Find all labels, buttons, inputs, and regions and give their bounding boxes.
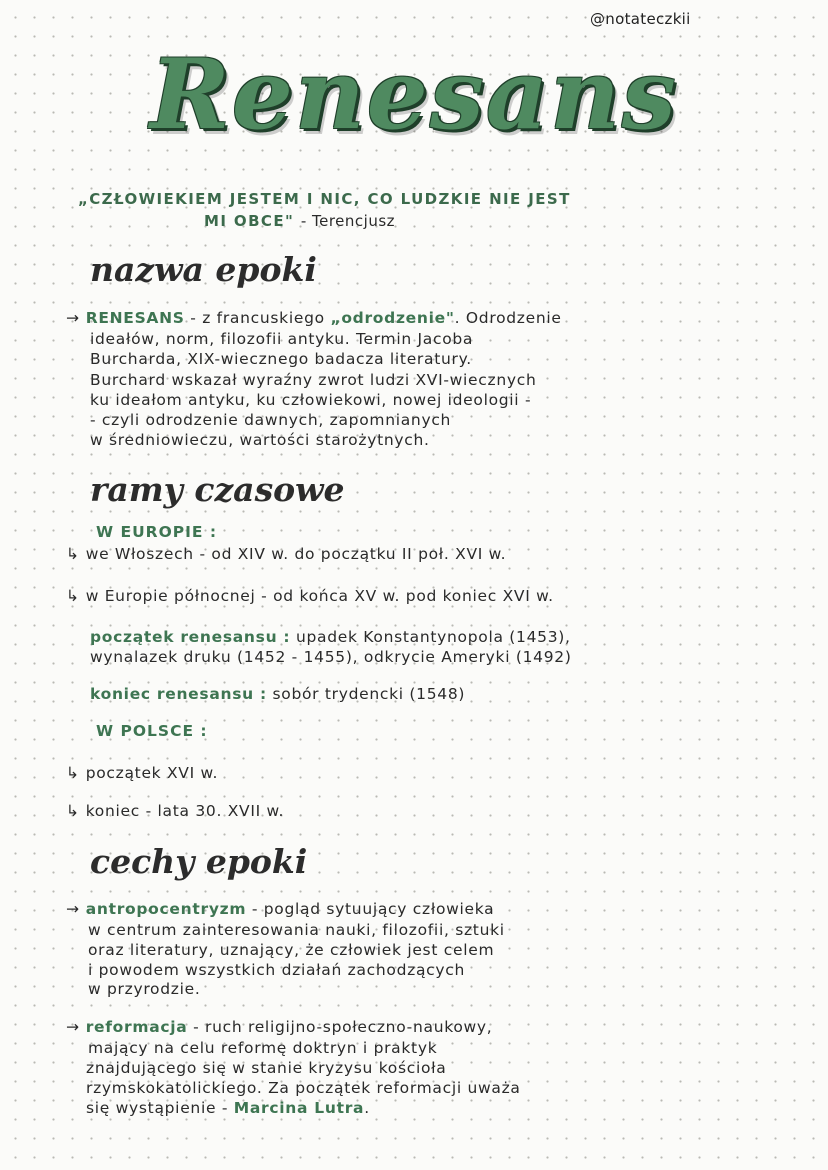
bullet-arrow-icon: ↳ xyxy=(66,802,80,820)
start-renaissance-line-2: wynalazek druku (1452 - 1455), odkrycie Ameryki (1492) xyxy=(90,648,572,666)
ref-line: rzymskokatolickiego. Za początek reformacji uważa xyxy=(86,1079,521,1097)
end-text: sobór trydencki (1548) xyxy=(266,685,466,703)
arrow-icon: → xyxy=(66,900,80,918)
europe-north-text: w Europie północnej - od końca XV w. pod koniec XVI w. xyxy=(85,587,554,605)
ref-last-line xyxy=(86,1099,370,1117)
quote-line-2-text: MI OBCE" xyxy=(204,212,295,230)
antro-line: i powodem wszystkich działań zachodzących xyxy=(88,961,465,979)
keyword-renesans: RENESANS xyxy=(85,309,185,327)
nazwa-rest: . Odrodzenie xyxy=(454,309,562,327)
quote-line-2 xyxy=(204,212,395,230)
ref-end: . xyxy=(364,1099,370,1117)
poland-start xyxy=(66,764,218,782)
bullet-arrow-icon: ↳ xyxy=(66,764,80,782)
start-label: początek renesansu : xyxy=(90,628,291,646)
antro-line: w przyrodzie. xyxy=(88,980,201,998)
keyword-antropocentryzm: antropocentryzm xyxy=(85,900,247,918)
poland-start-text: początek XVI w. xyxy=(85,764,219,782)
poland-end-text: koniec - lata 30. XVII w. xyxy=(85,802,285,820)
ref-line: znajdującego się w stanie kryzysu kościoła xyxy=(86,1059,447,1077)
antro-line: w centrum zainteresowania nauki, filozofii, sztuki xyxy=(88,921,505,939)
heading-cechy-epoki: cechy epoki xyxy=(90,842,308,881)
page-title: Renesans xyxy=(150,38,678,151)
keyword-odrodzenie: „odrodzenie" xyxy=(330,309,455,327)
end-label: koniec renesansu : xyxy=(90,685,267,703)
antro-first-line xyxy=(66,900,494,918)
author-handle: @notateczkii xyxy=(590,10,691,28)
antro-line: oraz literatury, uznający, że człowiek jest celem xyxy=(88,941,495,959)
nazwa-intro: - z francuskiego xyxy=(184,309,331,327)
start-renaissance-line-1 xyxy=(90,628,571,646)
europe-italy-text: we Włoszech - od XIV w. do początku II poł. XVI w. xyxy=(85,545,507,563)
arrow-icon: → xyxy=(66,1018,80,1036)
end-renaissance-line xyxy=(90,685,465,703)
europe-label: W EUROPIE : xyxy=(96,523,218,541)
bullet-arrow-icon: ↳ xyxy=(66,545,80,563)
bullet-arrow-icon: ↳ xyxy=(66,587,80,605)
arrow-icon: → xyxy=(66,309,80,327)
heading-ramy-czasowe: ramy czasowe xyxy=(90,470,345,509)
name-marcin-luter: Marcina Lutra xyxy=(233,1099,365,1117)
poland-label: W POLSCE : xyxy=(96,722,208,740)
nazwa-line: ku ideałom antyku, ku człowiekowi, nowej ideologii - xyxy=(90,391,532,409)
poland-end xyxy=(66,802,284,820)
nazwa-first-line xyxy=(66,309,562,327)
heading-nazwa-epoki: nazwa epoki xyxy=(90,250,317,289)
start-text-1: upadek Konstantynopola (1453), xyxy=(290,628,571,646)
ref-line: mający na celu reformę doktryn i praktyk xyxy=(88,1039,438,1057)
nazwa-line: Burchard wskazał wyraźny zwrot ludzi XVI-wiecznych xyxy=(90,371,537,389)
europe-italy xyxy=(66,545,506,563)
keyword-reformacja: reformacja xyxy=(85,1018,188,1036)
nazwa-line: Burcharda, XIX-wiecznego badacza literatury. xyxy=(90,350,472,368)
ref-first-line xyxy=(66,1018,492,1036)
antro-first-text: - pogląd sytuujący człowieka xyxy=(246,900,495,918)
quote-line-1: „CZŁOWIEKIEM JESTEM I NIC, CO LUDZKIE NIE JEST xyxy=(78,190,571,208)
nazwa-line: - czyli odrodzenie dawnych, zapomnianych xyxy=(90,411,452,429)
nazwa-line: w średniowieczu, wartości starożytnych. xyxy=(90,431,430,449)
nazwa-line: ideałów, norm, filozofii antyku. Termin Jacoba xyxy=(90,330,474,348)
quote-author: - Terencjusz xyxy=(300,212,396,230)
ref-first-text: - ruch religijno-społeczno-naukowy, xyxy=(187,1018,493,1036)
ref-last-text: się wystąpienie - xyxy=(86,1099,234,1117)
europe-north xyxy=(66,587,554,605)
